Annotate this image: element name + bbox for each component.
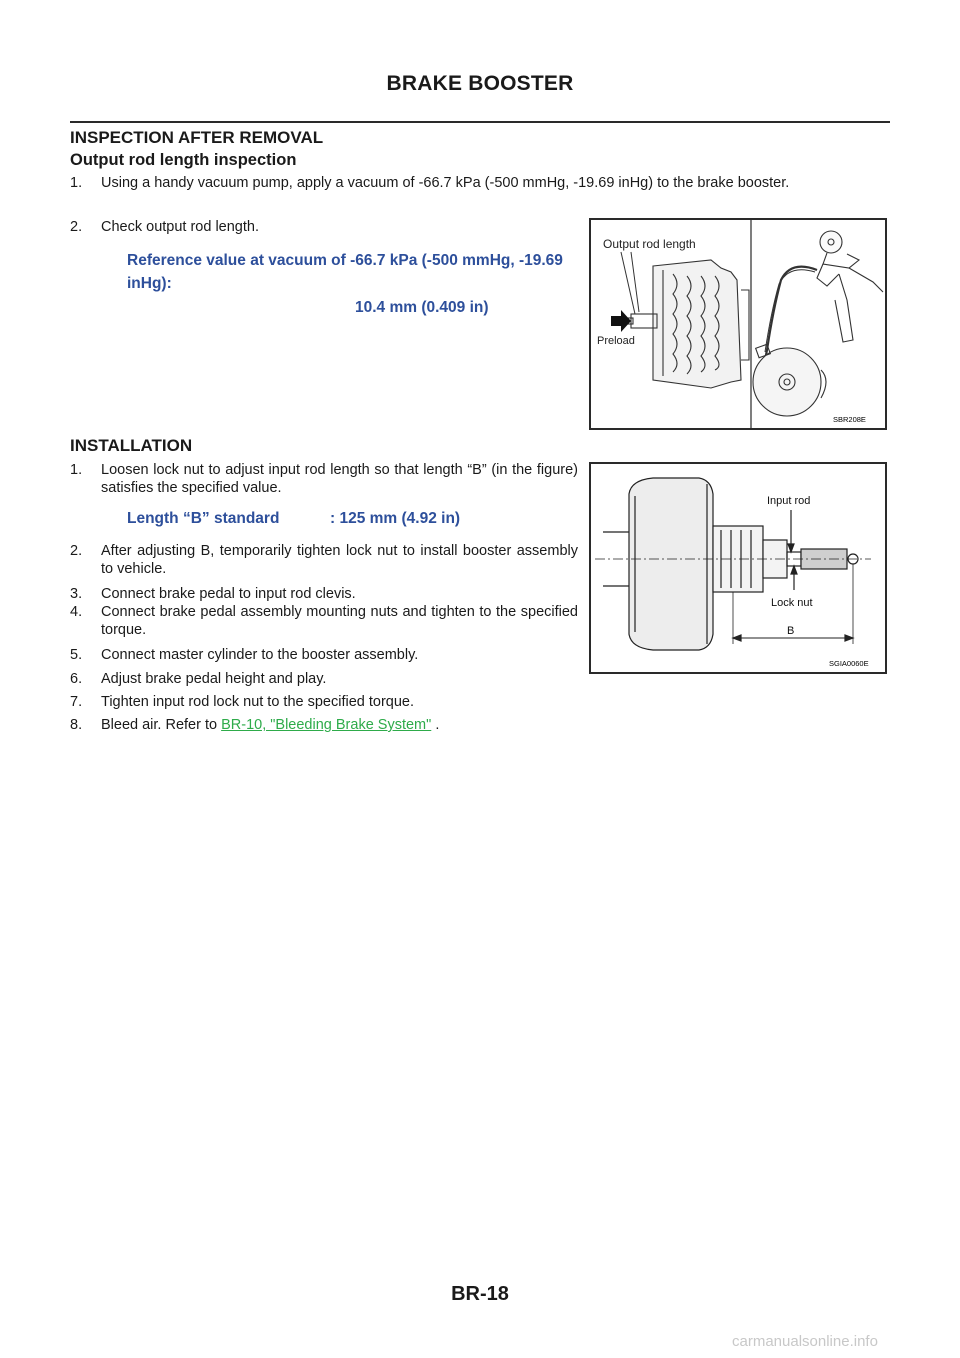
- site-watermark: carmanualsonline.info: [732, 1333, 878, 1350]
- step-8-text: Bleed air. Refer to: [101, 717, 218, 733]
- output-rod-length-label: Output rod length: [603, 237, 696, 251]
- reference-spec-value: 10.4 mm (0.409 in): [355, 299, 489, 316]
- inspection-step-2: [70, 218, 570, 238]
- bleeding-brake-system-link[interactable]: BR-10, "Bleeding Brake System": [221, 717, 432, 733]
- step-text: Connect brake pedal to input rod clevis.: [101, 586, 356, 602]
- step-text: Using a handy vacuum pump, apply a vacuum of -66.7 kPa (-500 mmHg, -19.69 inHg) to the brake booster.: [101, 175, 790, 191]
- step-text: Connect master cylinder to the booster assembly.: [101, 647, 419, 663]
- step-text: Loosen lock nut to adjust input rod length so that length “B” (in the figure) satisfies the specified value.: [101, 462, 578, 496]
- step-number: 8.: [70, 717, 83, 733]
- reference-spec-label: Reference value at vacuum of -66.7 kPa (-500 mmHg, -19.69 inHg):: [127, 252, 563, 292]
- preload-label: Preload: [597, 335, 635, 347]
- installation-step-8: [70, 716, 670, 736]
- input-rod-illustration: [591, 464, 885, 672]
- step-text: After adjusting B, temporarily tighten lock nut to install booster assembly to vehicle.: [101, 543, 578, 577]
- inspection-step-1: [70, 174, 888, 212]
- input-rod-label: Input rod: [767, 495, 811, 507]
- length-b-spec-value: : 125 mm (4.92 in): [330, 510, 461, 527]
- dimension-b-label: B: [787, 625, 795, 637]
- installation-step-5: [70, 646, 578, 666]
- installation-step-1: [70, 461, 578, 499]
- step-number: 3.: [70, 586, 83, 602]
- step-number: 1.: [70, 462, 83, 478]
- step-text: Tighten input rod lock nut to the specified torque.: [101, 694, 415, 710]
- step-number: 2.: [70, 219, 83, 235]
- step-number: 6.: [70, 671, 83, 687]
- section-heading-installation: INSTALLATION: [70, 436, 193, 455]
- installation-step-7: [70, 693, 578, 713]
- figure-code-sgia0060e: SGIA0060E: [829, 659, 869, 668]
- step-number: 5.: [70, 647, 83, 663]
- step-text: Adjust brake pedal height and play.: [101, 671, 327, 687]
- section-heading-inspection: INSPECTION AFTER REMOVAL: [70, 128, 324, 147]
- installation-step-3: [70, 585, 578, 605]
- step-number: 7.: [70, 694, 83, 710]
- figure-output-rod-length: [589, 218, 887, 430]
- step-8-end: .: [435, 717, 440, 733]
- step-text: Connect brake pedal assembly mounting nuts and tighten to the specified torque.: [101, 604, 578, 638]
- lock-nut-label: Lock nut: [771, 597, 813, 609]
- page-number: BR-18: [451, 1283, 509, 1305]
- installation-step-2: [70, 542, 578, 580]
- figure-input-rod-length: [589, 462, 887, 674]
- page-title: BRAKE BOOSTER: [386, 72, 574, 95]
- title-divider: [70, 121, 890, 123]
- figure-code-sbr208e: SBR208E: [833, 415, 866, 424]
- installation-step-6: [70, 670, 578, 690]
- step-number: 2.: [70, 543, 83, 559]
- step-number: 1.: [70, 175, 83, 191]
- subheading-output-rod: Output rod length inspection: [70, 151, 297, 169]
- length-b-spec-label: Length “B” standard: [127, 510, 280, 527]
- installation-step-4: [70, 603, 578, 641]
- step-text: [101, 716, 670, 734]
- step-number: 4.: [70, 604, 83, 620]
- step-text: Check output rod length.: [101, 219, 259, 235]
- output-rod-illustration: [591, 220, 885, 428]
